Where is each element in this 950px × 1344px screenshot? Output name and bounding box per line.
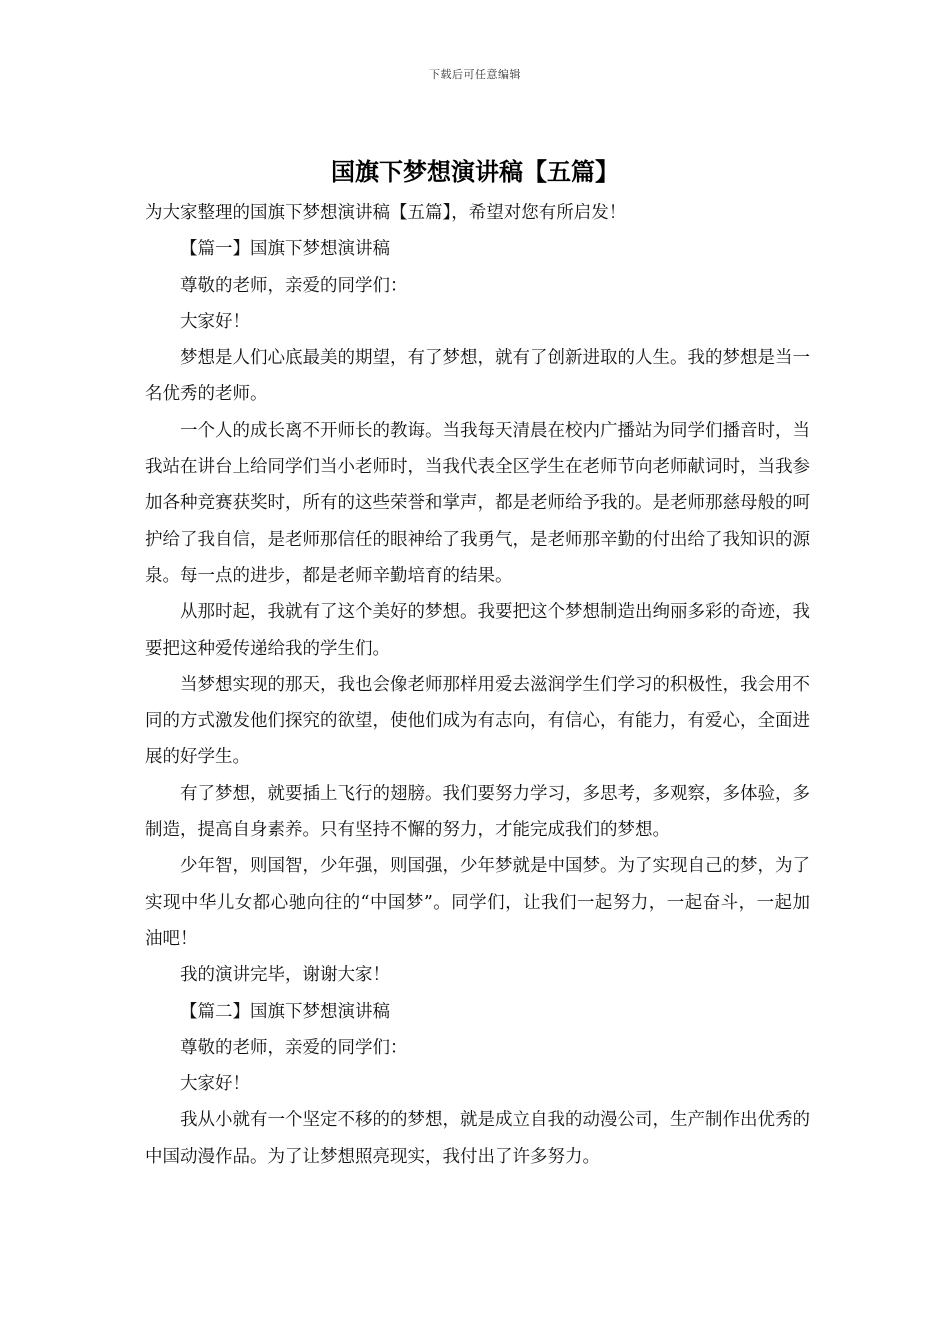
body-paragraph: 一个人的成长离不开师长的教诲。当我每天清晨在校内广播站为同学们播音时，当我站在讲台上给同学们当小老师时，当我代表全区学生在老师节向老师献词时，当我参加各种竞赛获奖时，所有的这些荣誉和掌声，都是老师给予我的。是老师那慈母般的呵护给了我自信，是老师那信任的眼神给了我勇气，是老师那辛勤的付出给了我知识的源泉。每一点的进步，都是老师辛勤培育的结果。 [145,420,810,586]
intro-paragraph: 为大家整理的国旗下梦想演讲稿【五篇】，希望对您有所启发！ [145,203,627,223]
body-paragraph: 我从小就有一个坚定不移的的梦想，就是成立自我的动漫公司，生产制作出优秀的中国动漫作品。为了让梦想照亮现实，我付出了许多努力。 [145,1110,810,1167]
document-body [145,195,810,1175]
body-paragraph: 少年智，则国智，少年强，则国强，少年梦就是中国梦。为了实现自己的梦，为了实现中华儿女都心驰向往的“中国梦”。同学们，让我们一起努力，一起奋斗，一起加油吧！ [145,856,810,949]
greeting-paragraph: 大家好！ [180,1074,250,1095]
header-note: 下载后可任意编辑 [429,68,521,81]
greeting-paragraph: 大家好！ [180,311,250,332]
body-paragraph: 梦想是人们心底最美的期望，有了梦想，就有了创新进取的人生。我的梦想是当一名优秀的老师。 [145,348,810,405]
body-paragraph: 从那时起，我就有了这个美好的梦想。我要把这个梦想制造出绚丽多彩的奇迹，我要把这种爱传递给我的学生们。 [145,602,810,659]
section-heading-2: 【篇二】国旗下梦想演讲稿 [180,1001,390,1022]
body-paragraph: 有了梦想，就要插上飞行的翅膀。我们要努力学习，多思考，多观察，多体验，多制造，提高自身素养。只有坚持不懈的努力，才能完成我们的梦想。 [145,783,810,841]
document-title: 国旗下梦想演讲稿【五篇】 [331,157,619,186]
salutation-paragraph: 尊敬的老师，亲爱的同学们： [180,275,408,296]
body-paragraph: 当梦想实现的那天，我也会像老师那样用爱去滋润学生们学习的积极性，我会用不同的方式激发他们探究的欲望，使他们成为有志向，有信心，有能力，有爱心，全面进展的好学生。 [145,674,810,768]
salutation-paragraph: 尊敬的老师，亲爱的同学们： [180,1037,408,1058]
section-heading-1: 【篇一】国旗下梦想演讲稿 [180,239,390,260]
closing-paragraph: 我的演讲完毕，谢谢大家！ [180,965,390,986]
